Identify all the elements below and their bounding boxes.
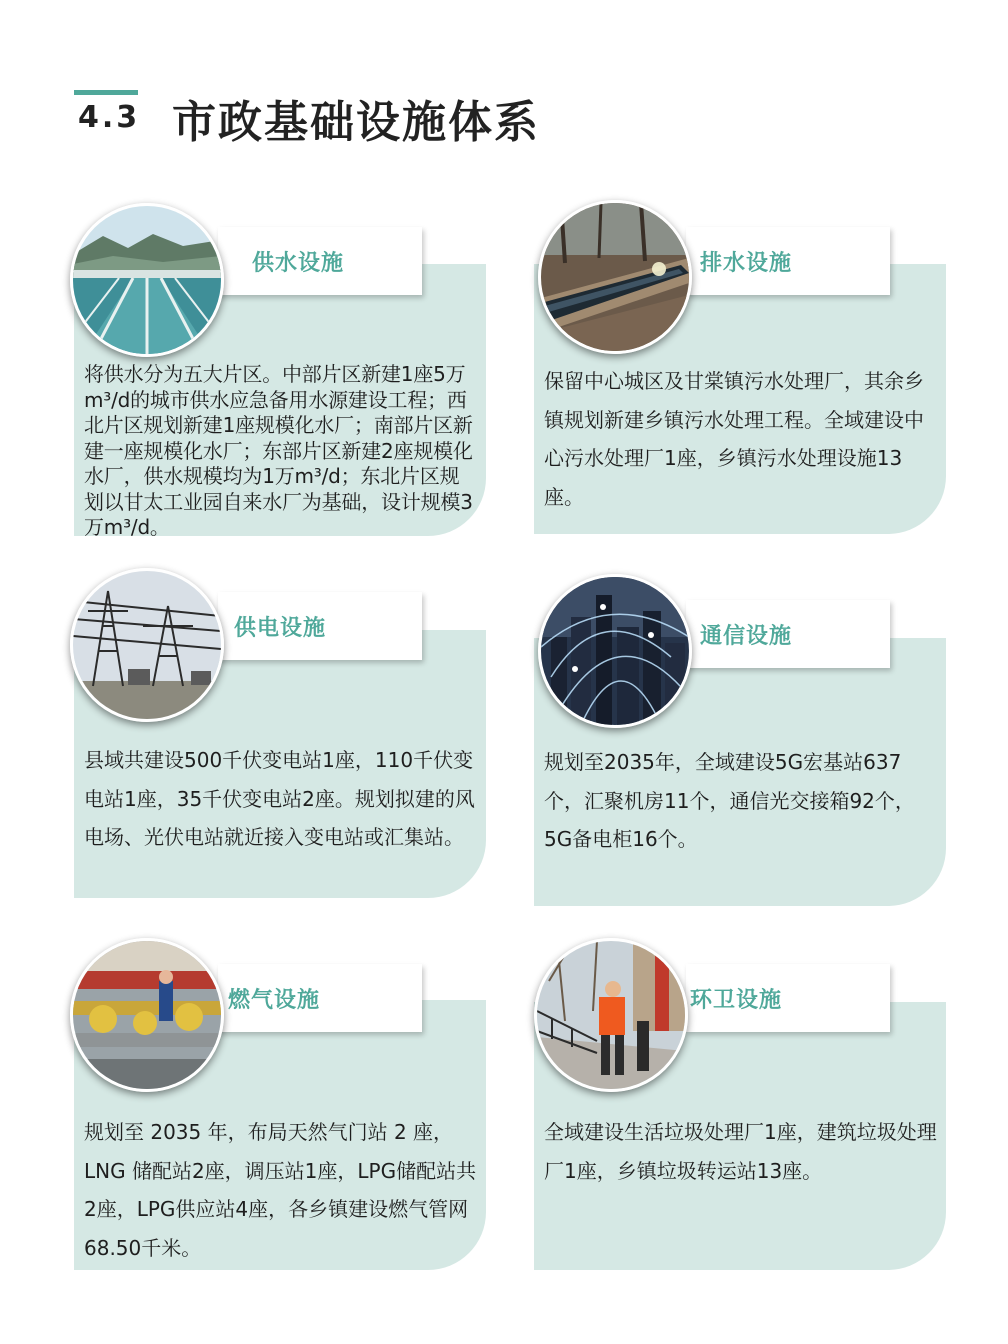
card-power-supply-text: 县域共建设500千伏变电站1座，110千伏变电站1座，35千伏变电站2座。规划拟建的风电场、光伏电站就近接入变电站或汇集站。 (84, 748, 475, 849)
card-power-supply-label-box (218, 592, 422, 660)
card-gas-text: 规划至 2035 年，布局天然气门站 2 座，LNG 储配站2座，调压站1座，LPG储配站共2座，LPG供应站4座，各乡镇建设燃气管网68.50千米。 (84, 1120, 477, 1260)
card-gas-title: 燃气设施 (228, 987, 321, 1013)
card-drainage-text: 保留中心城区及甘棠镇污水处理厂，其余乡镇规划新建乡镇污水处理工程。全域建设中心污水处理厂1座，乡镇污水处理设施13座。 (544, 369, 924, 509)
sanitation-worker-photo-icon (534, 938, 688, 1092)
card-gas-label-box (218, 964, 422, 1032)
section-number: 4.3 (78, 100, 141, 135)
card-sanitation-title: 环卫设施 (690, 987, 783, 1013)
drainage-pipe-photo-icon (538, 200, 692, 354)
card-drainage-label-box (686, 227, 890, 295)
card-water-supply-label-box (218, 227, 422, 295)
gas-station-photo-icon (70, 938, 224, 1092)
card-sanitation-label-box (686, 964, 890, 1032)
card-water-supply-text: 将供水分为五大片区。中部片区新建1座5万m³/d的城市供水应急备用水源建设工程；西北片区规划新建1座规模化水厂；南部片区新建一座规模化水厂；东部片区新建2座规模化水厂，供水规模均为1万m³/d；东北片区规划以甘太工业园自来水厂为基础，设计规模3万m³/d。 (84, 362, 473, 539)
card-sanitation-text: 全域建设生活垃圾处理厂1座，建筑垃圾处理厂1座，乡镇垃圾转运站13座。 (544, 1120, 937, 1183)
card-water-supply-title: 供水设施 (252, 250, 345, 276)
power-substation-photo-icon (70, 568, 224, 722)
card-power-supply-title: 供电设施 (234, 615, 327, 641)
page-title: 市政基础设施体系 (172, 97, 540, 148)
city-network-photo-icon (538, 574, 692, 728)
card-telecom-text: 规划至2035年，全域建设5G宏基站637个，汇聚机房11个，通信光交接箱92个，5G备电柜16个。 (544, 750, 915, 851)
card-drainage-title: 排水设施 (700, 250, 793, 276)
card-telecom-title: 通信设施 (700, 623, 793, 649)
water-treatment-photo-icon (70, 203, 224, 357)
card-telecom-label-box (686, 600, 890, 668)
section-accent-bar (74, 90, 138, 95)
